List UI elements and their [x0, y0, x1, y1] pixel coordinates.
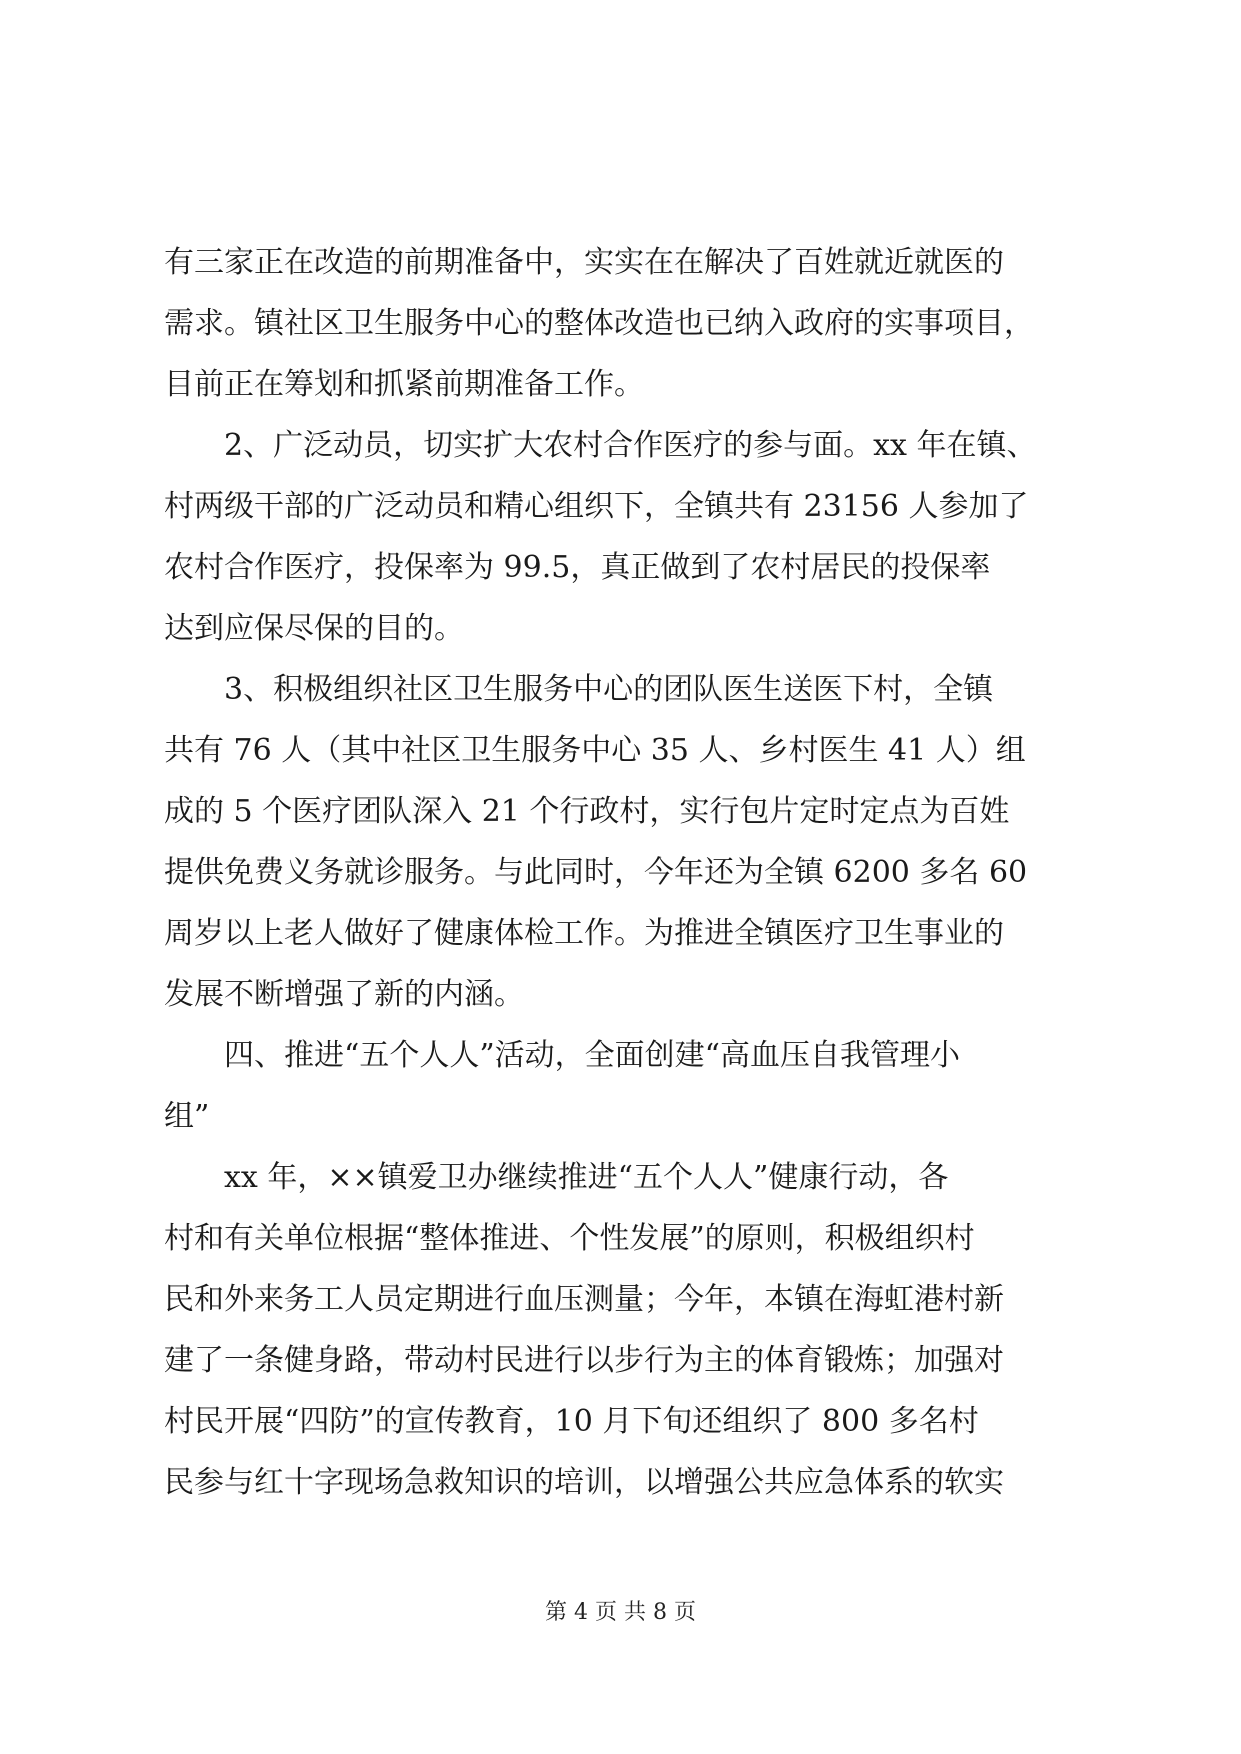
text-line: 目前正在筹划和抓紧前期准备工作。 — [164, 367, 644, 402]
text-line: 有三家正在改造的前期准备中，实实在在解决了百姓就近就医的 — [164, 245, 1004, 280]
text-line: 村民开展“四防”的宣传教育，10 月下旬还组织了 800 多名村 — [164, 1404, 979, 1439]
section-heading-line: 组” — [164, 1099, 210, 1134]
text-line: 村两级干部的广泛动员和精心组织下，全镇共有 23156 人参加了 — [164, 489, 1029, 524]
page-number-footer: 第 4 页 共 8 页 — [545, 1600, 696, 1625]
text-line: 农村合作医疗，投保率为 99.5，真正做到了农村居民的投保率 — [164, 550, 991, 585]
text-line: 达到应保尽保的目的。 — [164, 611, 464, 646]
text-line: 2、广泛动员，切实扩大农村合作医疗的参与面。xx 年在镇、 — [164, 428, 1037, 463]
text-line: 周岁以上老人做好了健康体检工作。为推进全镇医疗卫生事业的 — [164, 916, 1004, 951]
text-line: 民参与红十字现场急救知识的培训，以增强公共应急体系的软实 — [164, 1465, 1004, 1500]
text-line: 发展不断增强了新的内涵。 — [164, 977, 524, 1012]
text-line: 提供免费义务就诊服务。与此同时，今年还为全镇 6200 多名 60 — [164, 855, 1028, 890]
section-heading-line: 四、推进“五个人人”活动，全面创建“高血压自我管理小 — [164, 1038, 961, 1073]
text-line: 建了一条健身路，带动村民进行以步行为主的体育锻炼；加强对 — [164, 1343, 1004, 1378]
text-line: xx 年，××镇爱卫办继续推进“五个人人”健康行动，各 — [164, 1160, 949, 1195]
document-body — [164, 232, 1082, 1513]
text-line: 民和外来务工人员定期进行血压测量；今年，本镇在海虹港村新 — [164, 1282, 1004, 1317]
text-line: 需求。镇社区卫生服务中心的整体改造也已纳入政府的实事项目， — [164, 306, 1034, 341]
text-line: 共有 76 人（其中社区卫生服务中心 35 人、乡村医生 41 人）组 — [164, 733, 1026, 768]
text-line: 成的 5 个医疗团队深入 21 个行政村，实行包片定时定点为百姓 — [164, 794, 1010, 829]
text-line: 村和有关单位根据“整体推进、个性发展”的原则，积极组织村 — [164, 1221, 975, 1256]
text-line: 3、积极组织社区卫生服务中心的团队医生送医下村，全镇 — [164, 672, 994, 707]
